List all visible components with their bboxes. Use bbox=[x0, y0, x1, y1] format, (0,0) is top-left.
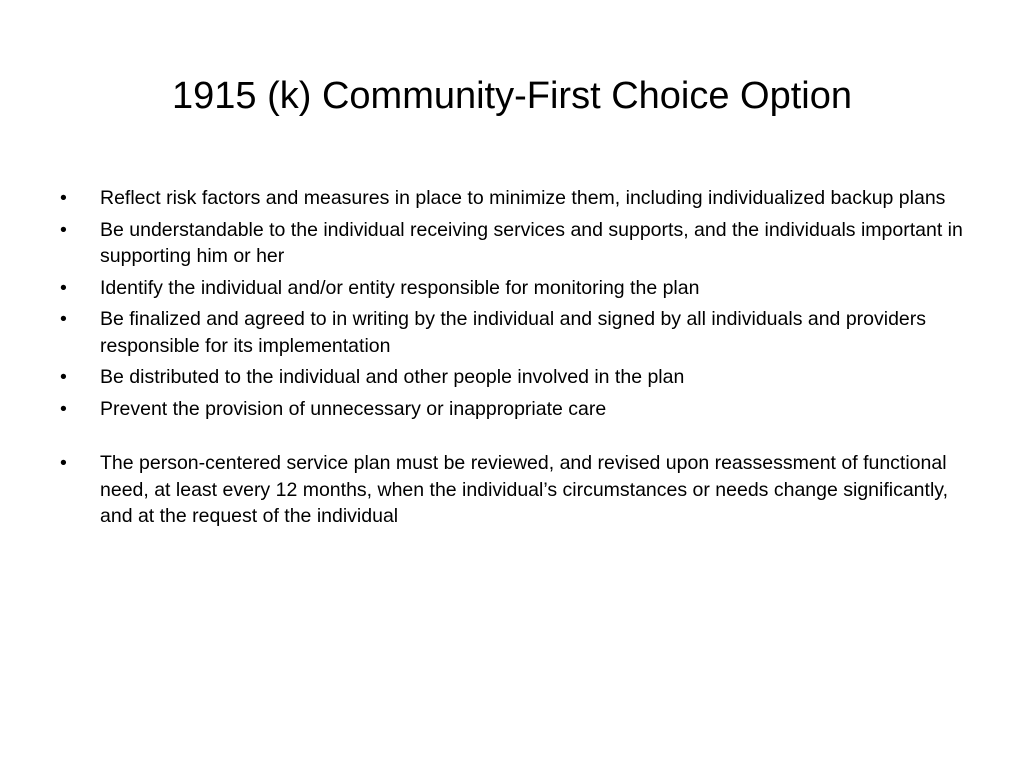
bullet-marker: • bbox=[60, 366, 67, 388]
bullet-text: Be understandable to the individual receiving services and supports, and the individuals important in supporting him or her bbox=[100, 218, 963, 267]
bullet-item-2 bbox=[60, 217, 970, 270]
bullet-marker: • bbox=[60, 452, 67, 474]
bullet-item-4 bbox=[60, 306, 970, 359]
bullet-item-3 bbox=[60, 275, 970, 302]
bullet-text: Reflect risk factors and measures in place to minimize them, including individualized backup plans bbox=[100, 187, 946, 209]
bullet-item-7 bbox=[60, 450, 970, 530]
bullet-text: Be finalized and agreed to in writing by the individual and signed by all individuals and providers responsible for its implementation bbox=[100, 308, 927, 357]
bullet-list bbox=[60, 185, 970, 535]
bullet-marker: • bbox=[60, 276, 67, 299]
bullet-marker: • bbox=[60, 187, 67, 209]
bullet-item-5 bbox=[60, 364, 970, 391]
bullet-text: Prevent the provision of unnecessary or inappropriate care bbox=[100, 397, 607, 420]
bullet-text: Identify the individual and/or entity responsible for monitoring the plan bbox=[100, 276, 700, 299]
bullet-text: The person-centered service plan must be reviewed, and revised upon reassessment of functional need, at least every 12 months, when the individual’s circumstances or needs change significantly, and at the request of the individual bbox=[100, 452, 949, 527]
bullet-marker: • bbox=[60, 397, 67, 420]
bullet-item-6 bbox=[60, 396, 970, 423]
bullet-item-1 bbox=[60, 185, 970, 212]
bullet-marker: • bbox=[60, 218, 67, 241]
bullet-marker: • bbox=[60, 308, 67, 330]
slide-title: 1915 (k) Community-First Choice Option bbox=[172, 75, 852, 117]
bullet-text: Be distributed to the individual and other people involved in the plan bbox=[100, 366, 685, 388]
